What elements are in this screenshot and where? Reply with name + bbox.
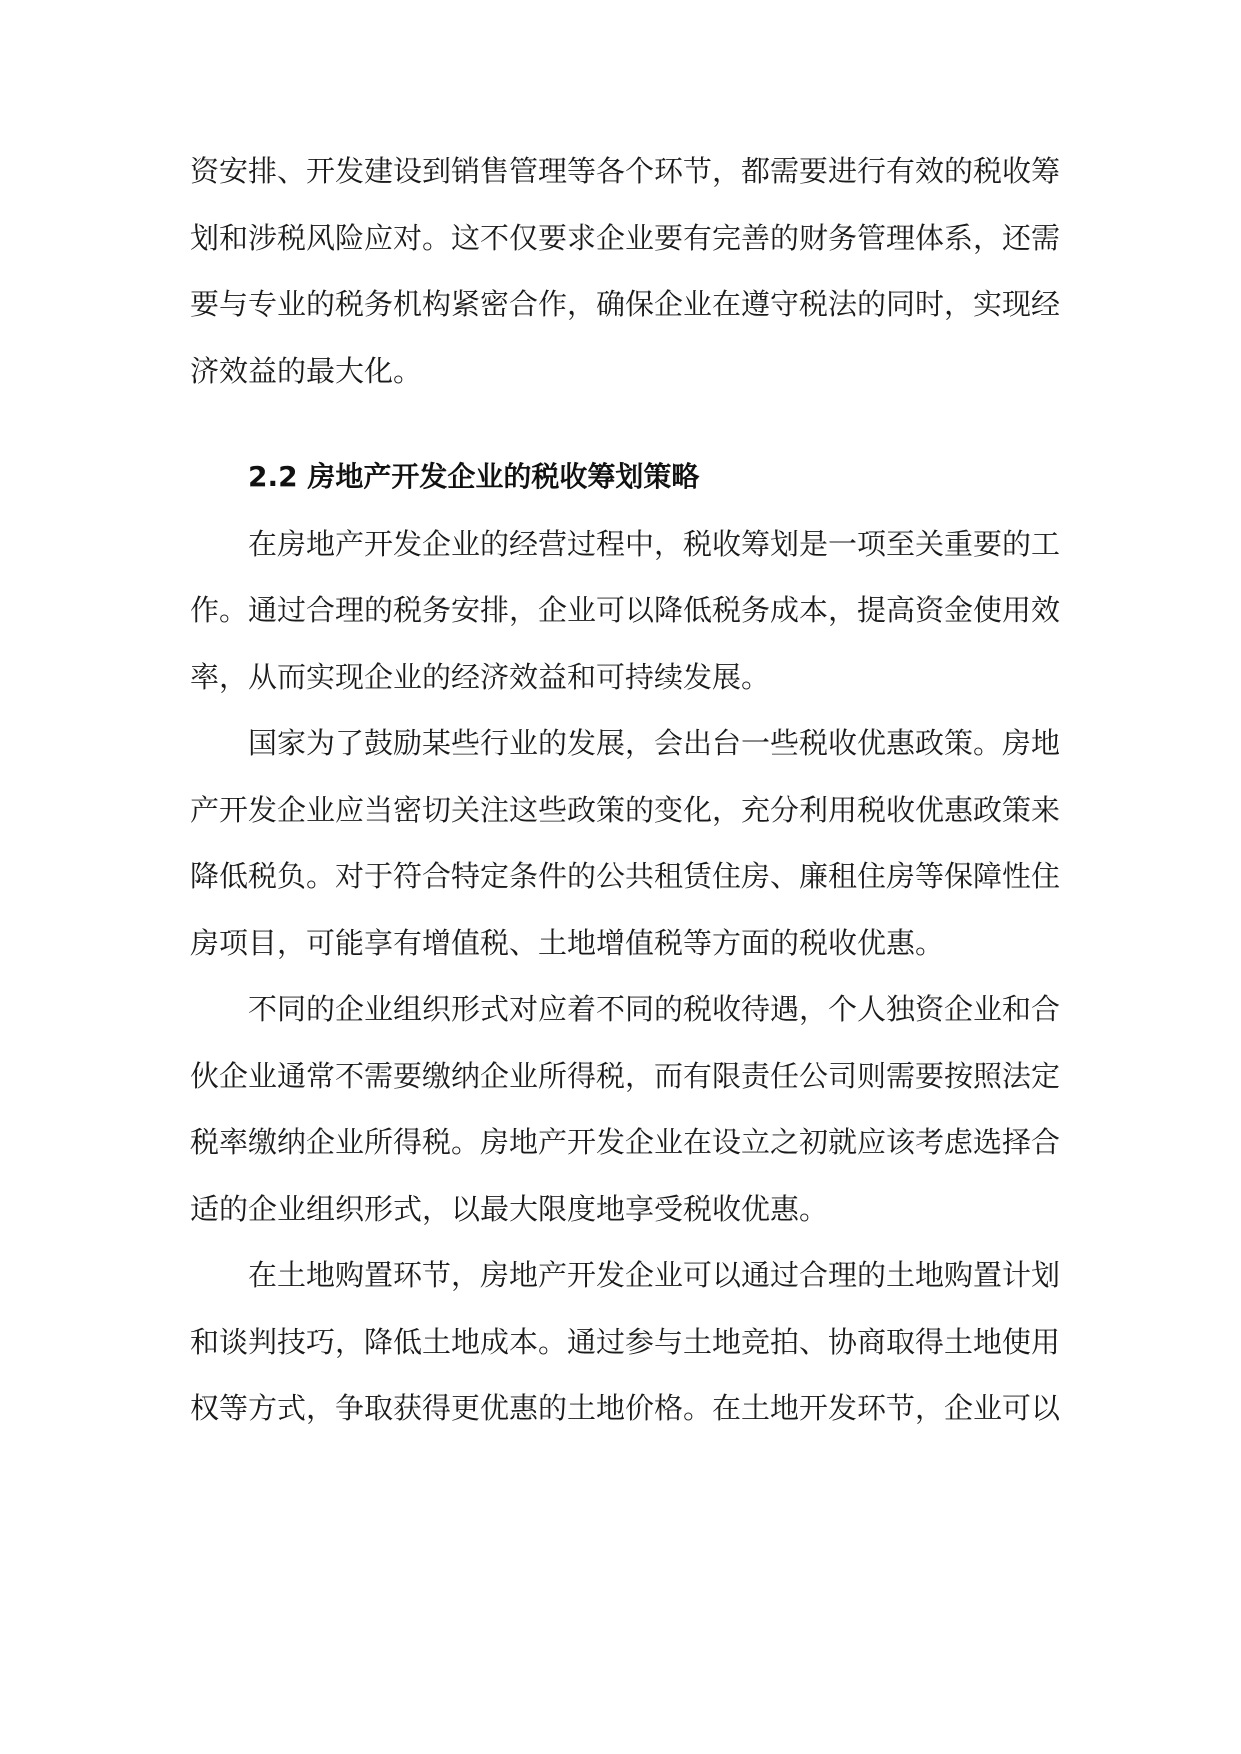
paragraph-1: 在房地产开发企业的经营过程中，税收筹划是一项至关重要的工作。通过合理的税务安排，企业可以降低税务成本，提高资金使用效率，从而实现企业的经济效益和可持续发展。 bbox=[190, 526, 1061, 694]
paragraph-3: 不同的企业组织形式对应着不同的税收待遇，个人独资企业和合伙企业通常不需要缴纳企业所得税，而有限责任公司则需要按照法定税率缴纳企业所得税。房地产开发企业在设立之初就应该考虑选择合适的企业组织形式，以最大限度地享受税收优惠。 bbox=[190, 992, 1061, 1226]
body-text bbox=[190, 138, 1060, 1442]
section-heading: 2.2 房地产开发企业的税收筹划策略 bbox=[248, 460, 700, 493]
paragraph-4: 在土地购置环节，房地产开发企业可以通过合理的土地购置计划和谈判技巧，降低土地成本。通过参与土地竞拍、协商取得土地使用权等方式，争取获得更优惠的土地价格。在土地开发环节，企业可以 bbox=[190, 1258, 1061, 1425]
paragraph-continued: 资安排、开发建设到销售管理等各个环节，都需要进行有效的税收筹划和涉税风险应对。这不仅要求企业要有完善的财务管理体系，还需要与专业的税务机构紧密合作，确保企业在遵守税法的同时，实现经济效益的最大化。 bbox=[190, 154, 1061, 388]
paragraph-2: 国家为了鼓励某些行业的发展，会出台一些税收优惠政策。房地产开发企业应当密切关注这些政策的变化，充分利用税收优惠政策来降低税负。对于符合特定条件的公共租赁住房、廉租住房等保障性住房项目，可能享有增值税、土地增值税等方面的税收优惠。 bbox=[190, 726, 1061, 960]
